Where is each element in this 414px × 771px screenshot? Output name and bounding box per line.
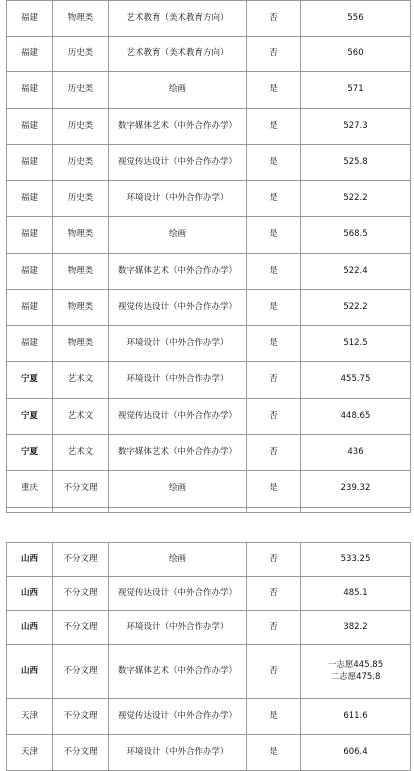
category-cell: 艺术文 (53, 362, 109, 399)
score-cell: 522.4 (301, 254, 411, 290)
major-cell: 环境设计（中外合作办学） (109, 326, 247, 362)
category-cell: 不分文理 (53, 471, 109, 508)
major-cell: 艺术教育（美术教育方向） (109, 1, 247, 37)
category-cell: 物理类 (53, 254, 109, 290)
empty-cell (247, 508, 301, 513)
flag-cell: 否 (247, 1, 301, 37)
category-cell: 物理类 (53, 290, 109, 326)
score-cell: 522.2 (301, 290, 411, 326)
province-cell: 宁夏 (7, 362, 53, 399)
category-cell: 不分文理 (53, 611, 109, 645)
score-cell: 382.2 (301, 611, 411, 645)
table-row (7, 254, 411, 290)
score-cell: 436 (301, 435, 411, 471)
major-cell: 环境设计（中外合作办学） (109, 181, 247, 217)
major-cell: 数字媒体艺术（中外合作办学） (109, 435, 247, 471)
score-cell: 485.1 (301, 577, 411, 611)
score-cell: 522.2 (301, 181, 411, 217)
flag-cell: 是 (247, 699, 301, 735)
score-cell: 611.6 (301, 699, 411, 735)
major-cell: 环境设计（中外合作办学） (109, 735, 247, 771)
score-cell: 525.8 (301, 145, 411, 181)
table-body (7, 543, 411, 771)
category-cell: 物理类 (53, 217, 109, 254)
province-cell: 福建 (7, 145, 53, 181)
table-row (7, 290, 411, 326)
province-cell: 福建 (7, 72, 53, 109)
province-cell: 山西 (7, 645, 53, 699)
score-cell: 455.75 (301, 362, 411, 399)
score-line-first-choice: 一志愿445.85 (327, 660, 384, 671)
table-row (7, 72, 411, 109)
province-cell: 宁夏 (7, 399, 53, 435)
flag-cell: 是 (247, 254, 301, 290)
admission-table-bottom (6, 542, 411, 771)
major-cell: 绘画 (109, 471, 247, 508)
major-cell: 视觉传达设计（中外合作办学） (109, 699, 247, 735)
table-row (7, 543, 411, 577)
category-cell: 不分文理 (53, 645, 109, 699)
province-cell: 福建 (7, 37, 53, 72)
table-row (7, 735, 411, 771)
province-cell: 重庆 (7, 471, 53, 508)
table-row (7, 145, 411, 181)
flag-cell: 是 (247, 471, 301, 508)
score-cell: 533.25 (301, 543, 411, 577)
province-cell: 福建 (7, 181, 53, 217)
flag-cell: 是 (247, 109, 301, 145)
table-row (7, 577, 411, 611)
province-cell: 福建 (7, 1, 53, 37)
score-cell: 527.3 (301, 109, 411, 145)
table-row (7, 181, 411, 217)
major-cell: 绘画 (109, 543, 247, 577)
major-cell: 视觉传达设计（中外合作办学） (109, 577, 247, 611)
score-cell: 512.5 (301, 326, 411, 362)
flag-cell: 否 (247, 435, 301, 471)
province-cell: 山西 (7, 611, 53, 645)
flag-cell: 否 (247, 362, 301, 399)
score-cell: 556 (301, 1, 411, 37)
province-cell: 福建 (7, 326, 53, 362)
category-cell: 艺术文 (53, 399, 109, 435)
category-cell: 不分文理 (53, 699, 109, 735)
table-row (7, 399, 411, 435)
province-cell: 福建 (7, 217, 53, 254)
flag-cell: 是 (247, 735, 301, 771)
category-cell: 艺术文 (53, 435, 109, 471)
empty-cell (7, 508, 53, 513)
admission-table-top (6, 0, 411, 513)
category-cell: 不分文理 (53, 543, 109, 577)
major-cell: 绘画 (109, 217, 247, 254)
table-row (7, 217, 411, 254)
category-cell: 历史类 (53, 37, 109, 72)
flag-cell: 否 (247, 399, 301, 435)
major-cell: 艺术教育（美术教育方向） (109, 37, 247, 72)
score-line-second-choice: 二志愿475.8 (330, 671, 381, 682)
category-cell: 不分文理 (53, 577, 109, 611)
table-row (7, 699, 411, 735)
province-cell: 福建 (7, 290, 53, 326)
flag-cell: 否 (247, 37, 301, 72)
flag-cell: 否 (247, 611, 301, 645)
flag-cell: 是 (247, 217, 301, 254)
score-cell (301, 645, 411, 699)
major-cell: 环境设计（中外合作办学） (109, 611, 247, 645)
major-cell: 数字媒体艺术（中外合作办学） (109, 645, 247, 699)
province-cell: 福建 (7, 254, 53, 290)
table-row (7, 109, 411, 145)
table-row (7, 471, 411, 508)
flag-cell: 是 (247, 290, 301, 326)
flag-cell: 是 (247, 72, 301, 109)
category-cell: 历史类 (53, 72, 109, 109)
score-cell: 239.32 (301, 471, 411, 508)
category-cell: 历史类 (53, 145, 109, 181)
category-cell: 不分文理 (53, 735, 109, 771)
flag-cell: 是 (247, 181, 301, 217)
major-cell: 数字媒体艺术（中外合作办学） (109, 109, 247, 145)
flag-cell: 否 (247, 645, 301, 699)
province-cell: 福建 (7, 109, 53, 145)
table-row (7, 611, 411, 645)
flag-cell: 是 (247, 326, 301, 362)
score-cell: 606.4 (301, 735, 411, 771)
major-cell: 环境设计（中外合作办学） (109, 362, 247, 399)
empty-cell (53, 508, 109, 513)
empty-cell (301, 508, 411, 513)
flag-cell: 否 (247, 577, 301, 611)
major-cell: 绘画 (109, 72, 247, 109)
table-row-partial (7, 508, 411, 513)
province-cell: 天津 (7, 699, 53, 735)
score-cell: 568.5 (301, 217, 411, 254)
province-cell: 山西 (7, 577, 53, 611)
flag-cell: 否 (247, 543, 301, 577)
score-cell: 448.65 (301, 399, 411, 435)
flag-cell: 是 (247, 145, 301, 181)
score-cell: 560 (301, 37, 411, 72)
category-cell: 物理类 (53, 1, 109, 37)
table-row (7, 435, 411, 471)
major-cell: 视觉传达设计（中外合作办学） (109, 399, 247, 435)
table-row (7, 645, 411, 699)
category-cell: 物理类 (53, 326, 109, 362)
major-cell: 视觉传达设计（中外合作办学） (109, 290, 247, 326)
province-cell: 天津 (7, 735, 53, 771)
province-cell: 山西 (7, 543, 53, 577)
score-cell: 571 (301, 72, 411, 109)
table-row (7, 1, 411, 37)
category-cell: 历史类 (53, 109, 109, 145)
major-cell: 视觉传达设计（中外合作办学） (109, 145, 247, 181)
province-cell: 宁夏 (7, 435, 53, 471)
table-row (7, 37, 411, 72)
table-body (7, 1, 411, 513)
table-row (7, 326, 411, 362)
empty-cell (109, 508, 247, 513)
major-cell: 数字媒体艺术（中外合作办学） (109, 254, 247, 290)
category-cell: 历史类 (53, 181, 109, 217)
table-row (7, 362, 411, 399)
